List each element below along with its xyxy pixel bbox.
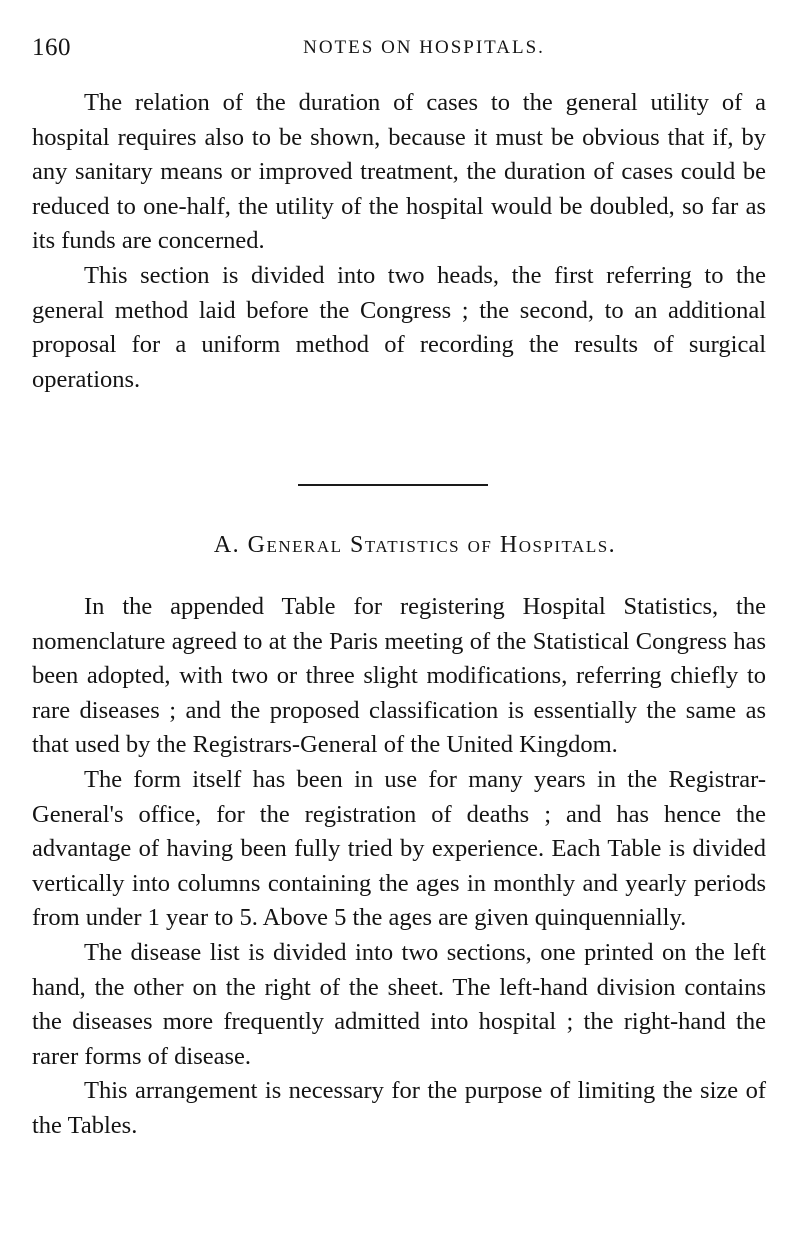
paragraph: This arrangement is necessary for the purpose of limiting the size of the Tables. — [32, 1077, 766, 1139]
section-divider — [298, 484, 488, 486]
paragraph: In the appended Table for registering Hospital Statistics, the nomenclature agreed to at the Paris meeting of the Statistical Congress has been adopted, with two or three slight modifications, referring chiefly to rare diseases ; and the proposed classification is essentially the same as that used by the Registrars-General of the United Kingdom. — [32, 593, 766, 759]
section-text — [32, 590, 766, 1144]
section-heading: A. General Statistics of Hospitals. — [213, 532, 617, 558]
intro-text — [32, 86, 766, 397]
paragraph: The disease list is divided into two sections, one printed on the left hand, the other on the right of the sheet. The left-hand division contains the diseases more frequently admitted into hospital ; the right-hand the rarer forms of disease. — [32, 938, 766, 1070]
running-head — [32, 34, 768, 64]
running-title: NOTES ON HOSPITALS. — [303, 37, 545, 58]
paragraph: The form itself has been in use for many years in the Registrar-General's office, for the registration of deaths ; and has hence the advantage of having been fully tried by experience. Each Table is divided vertically into columns containing the ages in monthly and yearly periods from under 1 year to 5. Above 5 the ages are given quinquennially. — [32, 765, 766, 932]
page-number: 160 — [32, 34, 71, 61]
paragraph: The relation of the duration of cases to the general utility of a hospital requires also to be shown, because it must be obvious that if, by any sanitary means or improved treatment, the duration of cases could be reduced to one-half, the utility of the hospital would be doubled, so far as its funds are concerned. — [32, 89, 766, 255]
paragraph: This section is divided into two heads, the first referring to the general method laid before the Congress ; the second, to an additional proposal for a uniform method of recording the results of surgical operations. — [32, 261, 766, 393]
